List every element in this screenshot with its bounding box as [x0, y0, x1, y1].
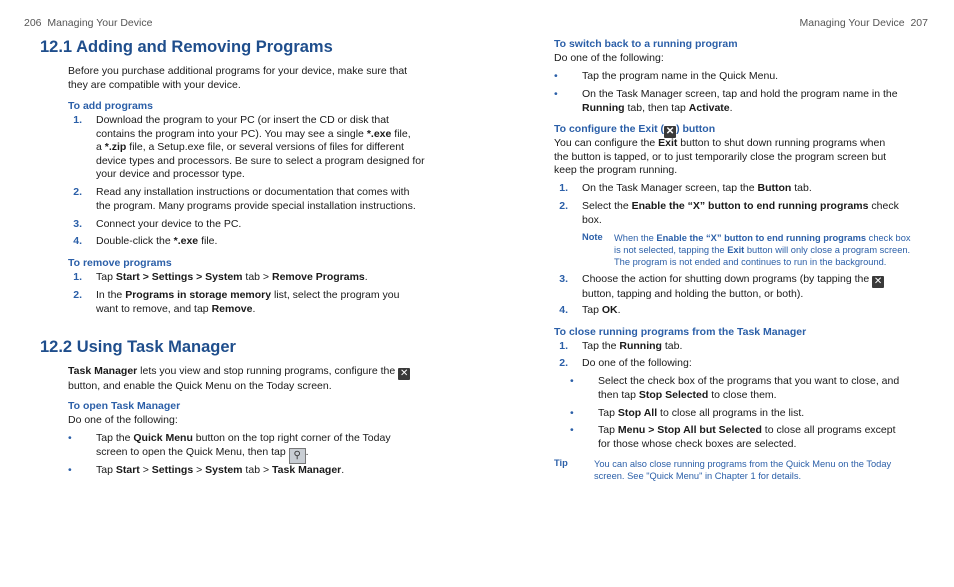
bold-term: Menu > Stop All but Selected — [617, 424, 762, 436]
text-run: for those whose check boxes are selected. — [598, 437, 797, 450]
close-programs-title: To close running programs from the Task Manager — [554, 326, 807, 338]
list-item — [554, 182, 928, 196]
list-item — [570, 424, 928, 451]
text-run: Double-click the — [96, 235, 174, 247]
bold-term: Task Manager — [272, 464, 342, 476]
step-number: 1. — [73, 271, 82, 283]
bold-term: System — [205, 464, 243, 476]
text-line — [96, 303, 440, 317]
list-item — [68, 114, 440, 182]
text-run: The program is not ended and continues to run in the background. — [614, 257, 887, 268]
text-line — [96, 289, 440, 303]
bullet-marker: • — [570, 424, 574, 436]
configure-body — [554, 137, 934, 178]
intro-line: they are compatible with your device. — [68, 78, 241, 91]
left-page-number: 206 — [24, 17, 42, 29]
text-run: Tap the — [96, 432, 134, 444]
section-heading-12-2: 12.2 Using Task Manager — [40, 338, 236, 356]
item-text — [598, 407, 928, 421]
item-text — [582, 273, 928, 302]
list-item — [68, 235, 440, 249]
close-x-icon: ✕ — [873, 276, 883, 287]
text-line — [582, 273, 928, 288]
text-run: file, — [391, 127, 411, 140]
bullet-marker: • — [554, 88, 558, 100]
text-run: . — [252, 302, 256, 315]
list-item — [554, 304, 928, 318]
bullet-marker: • — [570, 375, 574, 387]
text-run: . — [729, 101, 733, 114]
bold-term: Remove Programs — [271, 271, 365, 283]
text-run: Choose the action for shutting down programs (by tapping the — [582, 273, 873, 285]
right-page-header — [800, 17, 928, 29]
text-run: button, and enable the Quick Menu on the Today screen. — [68, 380, 332, 392]
text-line — [594, 470, 934, 482]
item-text — [96, 432, 440, 464]
text-line — [582, 70, 928, 84]
note-text — [614, 232, 934, 269]
s121-intro — [68, 65, 448, 92]
text-line — [554, 151, 934, 165]
text-line — [96, 128, 440, 142]
list-item — [570, 375, 928, 402]
step-number: 1. — [73, 114, 82, 126]
step-number: 2. — [73, 186, 82, 198]
item-text — [96, 218, 440, 232]
text-run: Select the — [582, 200, 632, 212]
text-run: . — [364, 271, 368, 283]
list-item — [554, 200, 928, 227]
configure-exit-title — [554, 123, 715, 138]
text-run: Tap the — [582, 340, 620, 352]
bold-term: *.exe — [366, 127, 392, 140]
text-run: Select the check box of the programs that you want to close, and — [598, 375, 900, 387]
text-line — [96, 168, 440, 182]
text-run: keep the program running. — [554, 164, 678, 177]
switch-title: To switch back to a running program — [554, 38, 738, 50]
item-text — [96, 235, 440, 249]
switch-lead: Do one of the following: — [554, 52, 664, 64]
bold-term: Exit — [658, 137, 678, 149]
text-run: Download the program to your PC (or insert the CD or disk that — [96, 114, 389, 126]
text-run: check — [868, 200, 899, 212]
right-running-title: Managing Your Device — [799, 17, 905, 29]
text-line — [598, 389, 928, 403]
text-line — [96, 235, 440, 249]
text-run: Tap — [96, 464, 116, 476]
text-line — [554, 164, 934, 178]
item-text — [598, 424, 928, 451]
text-run: tab. — [791, 182, 812, 194]
text-run: Tap — [598, 424, 618, 436]
step-number: 4. — [559, 304, 568, 316]
text-line — [582, 340, 928, 354]
text-run: file. — [198, 235, 218, 247]
text-line — [582, 288, 928, 302]
bullet-marker: • — [554, 70, 558, 82]
text-run: screen. See "Quick Menu" in Chapter 1 for details. — [594, 471, 802, 482]
item-text — [96, 186, 440, 213]
close-x-icon: ✕ — [399, 368, 409, 379]
left-running-title: Managing Your Device — [47, 17, 153, 29]
text-run: On the Task Manager screen, tap the — [582, 182, 758, 194]
text-run: file, a Setup.exe file, or several versions of files for different — [126, 141, 404, 154]
list-item — [68, 432, 440, 464]
step-number: 2. — [73, 289, 82, 301]
item-text — [598, 375, 928, 402]
text-line — [614, 244, 934, 256]
text-line — [598, 438, 928, 452]
text-run: tab. — [661, 340, 683, 352]
item-text — [96, 289, 440, 316]
text-run: button will only close a program screen. — [744, 245, 911, 256]
step-number: 2. — [559, 200, 568, 212]
text-run: contains the program into your PC). You may see a single — [96, 127, 367, 140]
item-text — [582, 340, 928, 354]
list-item — [554, 340, 928, 354]
text-run: You can also close running programs from the Quick Menu on the Today — [594, 459, 892, 469]
configure-title-post: ) button — [676, 123, 716, 135]
bold-term: Remove — [211, 302, 253, 315]
remove-programs-title: To remove programs — [68, 257, 172, 269]
bullet-marker: • — [68, 432, 72, 444]
text-line — [96, 446, 440, 464]
text-line — [582, 200, 928, 214]
bold-term: *.exe — [173, 235, 199, 247]
text-line — [582, 102, 928, 116]
bold-term: Running — [619, 340, 662, 352]
item-text — [96, 464, 440, 478]
text-run: button, tapping and holding the button, or both). — [582, 288, 804, 300]
text-line — [96, 186, 440, 200]
bullet-marker: • — [68, 464, 72, 476]
configure-title-pre: To configure the Exit ( — [554, 123, 665, 135]
text-line — [594, 458, 934, 470]
tip-label: Tip — [554, 458, 568, 468]
text-run: Tap — [582, 304, 602, 316]
task-manager-icon: ⚲ — [289, 448, 306, 464]
item-text — [96, 271, 440, 285]
bold-term: *.zip — [104, 141, 127, 154]
text-line — [96, 200, 440, 214]
text-line — [582, 357, 928, 371]
text-line — [96, 218, 440, 232]
list-item — [554, 88, 928, 115]
text-run: Tap — [96, 271, 116, 283]
bold-term: Settings — [151, 464, 194, 476]
text-line — [614, 232, 934, 244]
list-item — [68, 464, 440, 478]
text-line — [96, 155, 440, 169]
close-x-icon: ✕ — [665, 126, 675, 137]
item-text — [582, 357, 928, 371]
text-run: When the — [614, 233, 657, 243]
text-line — [614, 256, 934, 268]
list-item — [68, 289, 440, 316]
text-run: device types and processors. Be sure to select a program designed for — [96, 154, 425, 167]
text-run: to close all programs except — [761, 424, 896, 436]
bold-term: Enable the “X” button to end running programs — [656, 233, 867, 243]
text-line — [96, 432, 440, 446]
text-run: You can configure the — [554, 137, 659, 149]
list-item — [554, 273, 928, 302]
text-line — [96, 464, 440, 478]
text-run: . — [617, 304, 621, 316]
bold-term: Enable the “X” button to end running programs — [631, 200, 869, 212]
text-line — [582, 214, 928, 228]
list-item — [570, 407, 928, 421]
list-item — [68, 271, 440, 285]
text-line — [582, 304, 928, 318]
text-line — [582, 182, 928, 196]
bold-term: Button — [757, 182, 792, 194]
bold-term: Activate — [688, 101, 730, 114]
text-run: a — [96, 141, 105, 154]
text-run: Connect your device to the PC. — [96, 218, 242, 230]
step-number: 3. — [559, 273, 568, 285]
text-line — [96, 141, 440, 155]
item-text — [582, 88, 928, 115]
text-line — [582, 88, 928, 102]
bold-term: Task Manager — [68, 365, 138, 377]
text-run: the program. Many programs provide special installation instructions. — [96, 199, 416, 212]
text-run: list, select the program you — [271, 289, 400, 301]
text-run: > — [193, 464, 206, 476]
bold-term: OK — [601, 304, 618, 316]
text-line — [68, 380, 448, 394]
text-run: then tap — [598, 388, 639, 401]
item-text — [96, 114, 440, 182]
step-number: 3. — [73, 218, 82, 230]
s122-intro — [68, 365, 448, 394]
text-run: is not selected, tapping the — [614, 245, 728, 256]
step-number: 1. — [559, 182, 568, 194]
open-task-manager-title: To open Task Manager — [68, 400, 181, 412]
text-run: Tap the program name in the Quick Menu. — [582, 70, 779, 82]
text-line — [68, 365, 448, 380]
section-heading-12-1: 12.1 Adding and Removing Programs — [40, 38, 333, 56]
text-run: check box — [866, 233, 911, 243]
text-run: the button is tapped, or to just temporarily close the program screen but — [554, 150, 887, 163]
text-run: Tap — [598, 407, 618, 419]
text-run: want to remove, and tap — [96, 302, 212, 315]
right-page-number: 207 — [910, 17, 928, 29]
list-item — [554, 70, 928, 84]
bullet-marker: • — [570, 407, 574, 419]
bold-term: Start > Settings > System — [115, 271, 243, 283]
bold-term: Quick Menu — [133, 432, 193, 444]
text-run: tab, then tap — [624, 101, 689, 114]
text-run: . — [305, 445, 309, 458]
text-run: screen to open the Quick Menu, then tap — [96, 445, 289, 458]
bold-term: Stop Selected — [638, 388, 709, 401]
text-run: lets you view and stop running programs, configure the — [137, 365, 399, 377]
text-line — [96, 114, 440, 128]
text-run: to close all programs in the list. — [657, 407, 805, 419]
step-number: 2. — [559, 357, 568, 369]
text-run: to close them. — [708, 388, 777, 401]
text-run: button on the top right corner of the Today — [192, 432, 391, 444]
text-run: Read any installation instructions or documentation that comes with — [96, 186, 410, 198]
text-run: On the Task Manager screen, tap and hold the program name in the — [582, 88, 898, 100]
note-label: Note — [582, 232, 603, 242]
bold-term: Running — [582, 101, 625, 114]
item-text — [582, 70, 928, 84]
step-number: 1. — [559, 340, 568, 352]
text-run: tab > — [242, 464, 272, 476]
text-run: your device and processor type. — [96, 168, 245, 181]
step-number: 4. — [73, 235, 82, 247]
text-line — [598, 375, 928, 389]
open-lead: Do one of the following: — [68, 414, 178, 426]
bold-term: Exit — [727, 245, 745, 256]
bold-term: Start — [115, 464, 140, 476]
text-run: In the — [96, 289, 126, 301]
text-run: box. — [582, 213, 602, 226]
text-run: > — [139, 464, 152, 476]
tip-text — [594, 458, 934, 482]
add-programs-title: To add programs — [68, 100, 153, 112]
list-item — [68, 186, 440, 213]
list-item — [68, 218, 440, 232]
text-line — [598, 407, 928, 421]
text-run: button to shut down running programs when — [677, 137, 886, 149]
text-line — [598, 424, 928, 438]
bold-term: Stop All — [617, 407, 658, 419]
text-line — [554, 137, 934, 151]
text-line — [96, 271, 440, 285]
left-page-header — [24, 17, 152, 29]
text-run: Do one of the following: — [582, 357, 692, 369]
item-text — [582, 304, 928, 318]
item-text — [582, 182, 928, 196]
item-text — [582, 200, 928, 227]
bold-term: Programs in storage memory — [125, 289, 272, 301]
text-run: tab > — [242, 271, 272, 283]
list-item — [554, 357, 928, 371]
text-run: . — [341, 464, 345, 476]
intro-line: Before you purchase additional programs for your device, make sure that — [68, 65, 408, 77]
